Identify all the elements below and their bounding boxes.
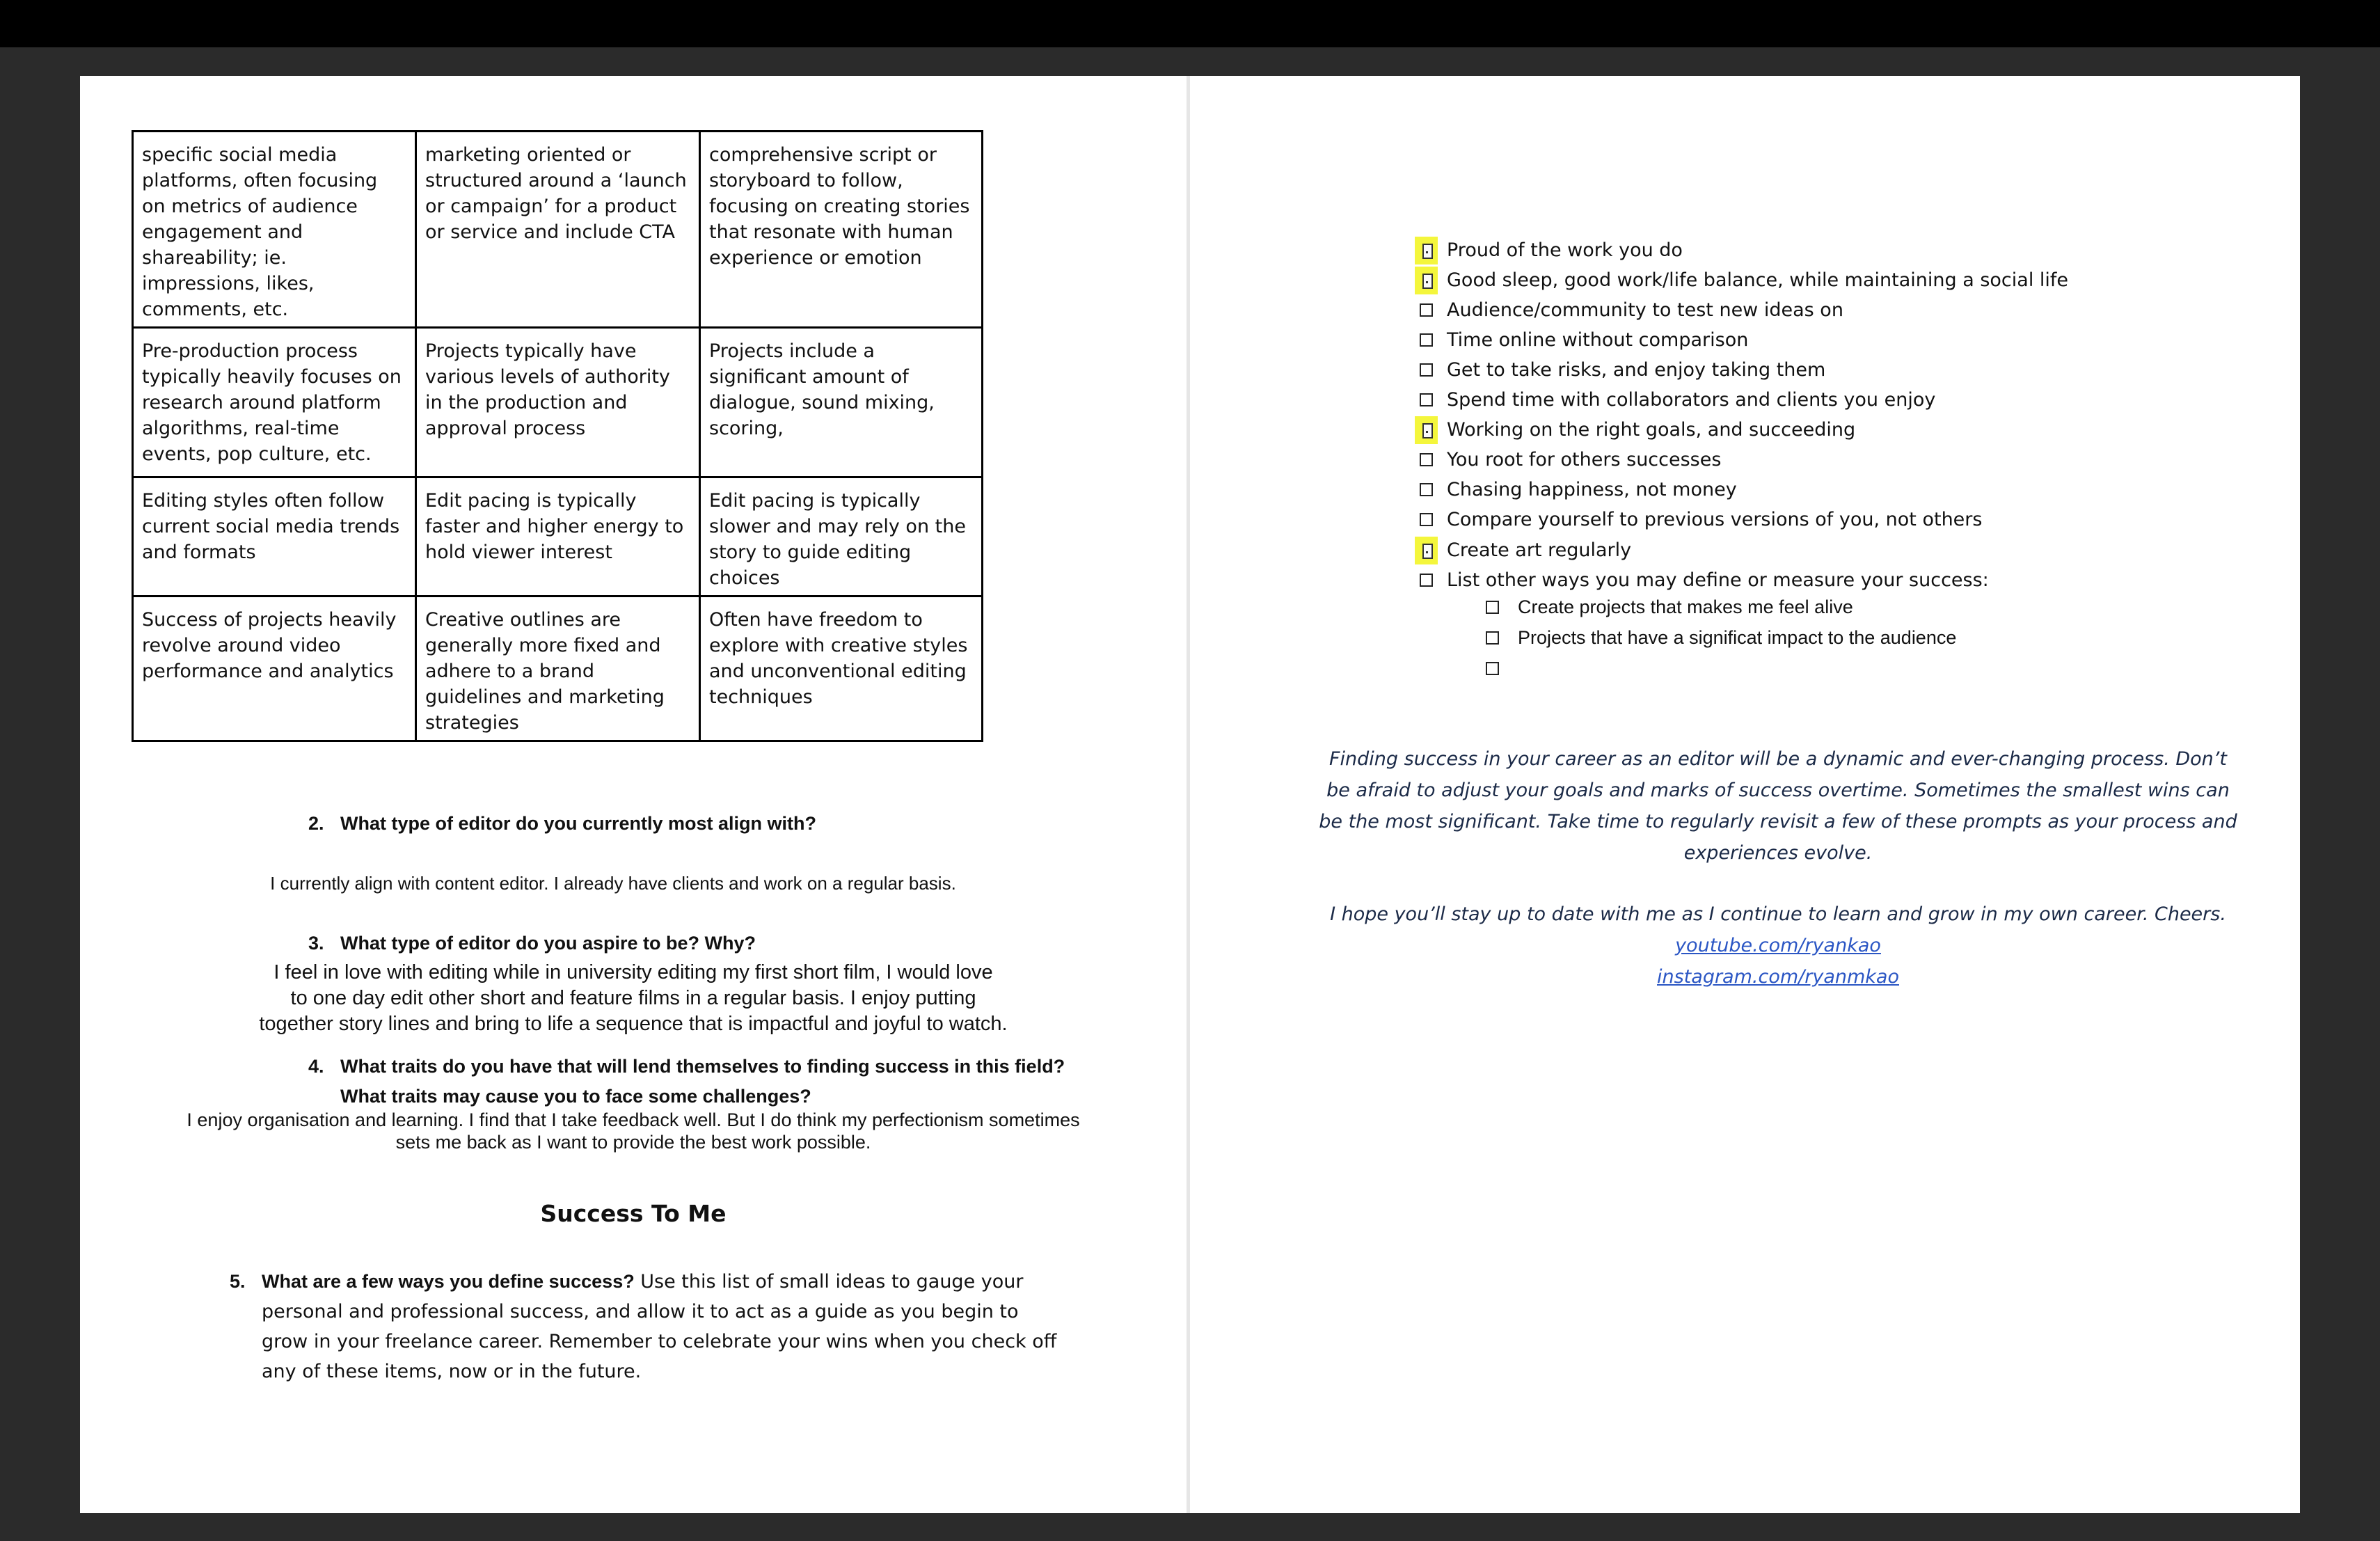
- checklist-item[interactable]: [1420, 386, 1935, 414]
- checklist-item[interactable]: [1420, 266, 2068, 294]
- table-cell: marketing oriented or structured around a ‘launch or campaign’ for a product or service and include CTA: [416, 132, 700, 328]
- table-row: [133, 132, 983, 328]
- checkbox[interactable]: [1486, 631, 1499, 645]
- table-cell: Editing styles often follow current social media trends and formats: [133, 477, 416, 596]
- checklist-item[interactable]: [1420, 326, 1748, 354]
- checklist-item-label: Chasing happiness, not money: [1447, 479, 1737, 501]
- checklist-item[interactable]: [1420, 416, 1855, 444]
- instagram-link[interactable]: instagram.com/ryanmkao: [1657, 966, 1899, 988]
- checklist-item[interactable]: [1420, 296, 1843, 324]
- section-title: Success To Me: [540, 1200, 727, 1227]
- question-text: What traits may cause you to face some challenges?: [340, 1086, 811, 1107]
- youtube-link[interactable]: youtube.com/ryankao: [1675, 935, 1881, 956]
- checked-checkbox[interactable]: [1420, 544, 1433, 557]
- question-3: [308, 933, 756, 954]
- answer-3: [80, 960, 1187, 1037]
- checklist-item-label: Good sleep, good work/life balance, while maintaining a social life: [1447, 269, 2069, 291]
- checkbox[interactable]: [1420, 483, 1433, 496]
- signoff-block: [1315, 899, 2241, 993]
- table-cell: comprehensive script or storyboard to follow, focusing on creating stories that resonate with human experience or emotion: [700, 132, 983, 328]
- checklist-item[interactable]: [1420, 476, 1737, 504]
- table-cell: Edit pacing is typically faster and higher energy to hold viewer interest: [416, 477, 700, 596]
- checkbox-glyph-icon: [1422, 423, 1433, 438]
- question-text: What type of editor do you currently most align with?: [340, 813, 817, 834]
- closing-paragraph: [1315, 743, 2241, 869]
- closing-line: be the most significant. Take time to regularly revisit a few of these prompts as your process and: [1319, 811, 2237, 832]
- question-number: 3.: [308, 933, 324, 954]
- checklist-item[interactable]: [1420, 506, 1982, 534]
- question-description: Use this list of small ideas to gauge your personal and professional success, and allow it to act as a guide as you begin to grow in your freelance career. Remember to celebrate your wins when you check off any of these items, now or in the future.: [262, 1271, 1057, 1382]
- table-cell: Often have freedom to explore with creative styles and unconventional editing techniques: [700, 596, 983, 741]
- checkbox[interactable]: [1420, 453, 1433, 466]
- checklist-item[interactable]: [1420, 446, 1721, 474]
- table-cell: Edit pacing is typically slower and may rely on the story to guide editing choices: [700, 477, 983, 596]
- checklist-item-label: Spend time with collaborators and clients you enjoy: [1447, 389, 1936, 411]
- checkbox[interactable]: [1420, 303, 1433, 317]
- checklist-item-label: Compare yourself to previous versions of you, not others: [1447, 509, 1983, 531]
- checkbox[interactable]: [1420, 393, 1433, 406]
- checklist-item-label: Working on the right goals, and succeeding: [1447, 419, 1856, 441]
- checklist-item-label: Time online without comparison: [1447, 329, 1749, 351]
- answer-line: sets me back as I want to provide the best work possible.: [395, 1132, 871, 1153]
- checklist-item-label: You root for others successes: [1447, 449, 1722, 471]
- question-5: [230, 1267, 1065, 1386]
- checkbox[interactable]: [1486, 601, 1499, 614]
- checklist-subitem[interactable]: [1486, 624, 1956, 651]
- checkbox[interactable]: [1486, 662, 1499, 675]
- checkbox[interactable]: [1420, 363, 1433, 377]
- answer-2: I currently align with content editor. I already have clients and work on a regular basis.: [270, 873, 956, 894]
- closing-line: be afraid to adjust your goals and marks of success overtime. Sometimes the smallest wins can: [1326, 780, 2230, 801]
- question-text: What are a few ways you define success?: [262, 1271, 635, 1292]
- question-2: [308, 813, 816, 835]
- table-cell: Creative outlines are generally more fixed and adhere to a brand guidelines and marketing strategies: [416, 596, 700, 741]
- question-number: 5.: [230, 1271, 246, 1292]
- question-4: [308, 1052, 1065, 1112]
- checklist-item-label: Audience/community to test new ideas on: [1447, 299, 1843, 321]
- closing-line: Finding success in your career as an editor will be a dynamic and ever-changing process. Don’t: [1329, 748, 2227, 770]
- checklist-item-label: Get to take risks, and enjoy taking them: [1447, 358, 1826, 381]
- answer-line: to one day edit other short and feature films in a regular basis. I enjoy putting: [290, 987, 976, 1009]
- table-cell: Projects include a significant amount of dialogue, sound mixing, scoring,: [700, 328, 983, 477]
- question-number: 2.: [308, 813, 324, 834]
- checked-checkbox[interactable]: [1420, 274, 1433, 287]
- checkbox[interactable]: [1420, 574, 1433, 587]
- checklist-item[interactable]: [1420, 536, 1631, 564]
- checklist-item[interactable]: [1420, 566, 1989, 594]
- table-row: [133, 477, 983, 596]
- answer-line: together story lines and bring to life a sequence that is impactful and joyful to watch.: [259, 1013, 1008, 1035]
- checkbox-glyph-icon: [1422, 274, 1433, 289]
- table-cell: Projects typically have various levels of authority in the production and approval process: [416, 328, 700, 477]
- checklist-item[interactable]: [1420, 236, 1683, 264]
- checklist-item[interactable]: [1420, 356, 1825, 384]
- table-row: [133, 328, 983, 477]
- question-number: 4.: [308, 1056, 324, 1077]
- signoff-text: I hope you’ll stay up to date with me as I continue to learn and grow in my own career. Cheers.: [1330, 903, 2226, 925]
- question-text: What traits do you have that will lend themselves to finding success in this field?: [340, 1056, 1065, 1077]
- checkbox-glyph-icon: [1422, 244, 1433, 259]
- window-top-bar: [0, 0, 2380, 47]
- checklist-item-label: Create art regularly: [1447, 539, 1632, 561]
- table-cell: specific social media platforms, often focusing on metrics of audience engagement and shareability; ie. impressions, likes, comments, etc.: [133, 132, 416, 328]
- checklist-item-label: List other ways you may define or measure your success:: [1447, 569, 1989, 591]
- table-cell: Success of projects heavily revolve around video performance and analytics: [133, 596, 416, 741]
- editor-types-table: [132, 130, 983, 742]
- checklist-item-label: Proud of the work you do: [1447, 239, 1683, 261]
- answer-line: I enjoy organisation and learning. I find that I take feedback well. But I do think my perfectionism sometimes: [187, 1109, 1080, 1130]
- answer-4: [80, 1109, 1187, 1153]
- checklist-subitem-label: Projects that have a significat impact to the audience: [1518, 626, 1957, 648]
- checked-checkbox[interactable]: [1420, 423, 1433, 436]
- answer-line: I feel in love with editing while in university editing my first short film, I would love: [273, 961, 993, 983]
- checkbox-glyph-icon: [1422, 544, 1433, 559]
- checkbox[interactable]: [1420, 333, 1433, 347]
- checklist-subitem[interactable]: [1486, 654, 1518, 682]
- checklist-subitem-label: Create projects that makes me feel alive: [1518, 596, 1853, 617]
- table-cell: Pre-production process typically heavily focuses on research around platform algorithms, real-time events, pop culture, etc.: [133, 328, 416, 477]
- checkbox[interactable]: [1420, 513, 1433, 526]
- checklist-subitem[interactable]: [1486, 593, 1853, 621]
- checked-checkbox[interactable]: [1420, 244, 1433, 257]
- table-row: [133, 596, 983, 741]
- closing-line: experiences evolve.: [1683, 842, 1873, 864]
- question-text: What type of editor do you aspire to be? Why?: [340, 933, 756, 954]
